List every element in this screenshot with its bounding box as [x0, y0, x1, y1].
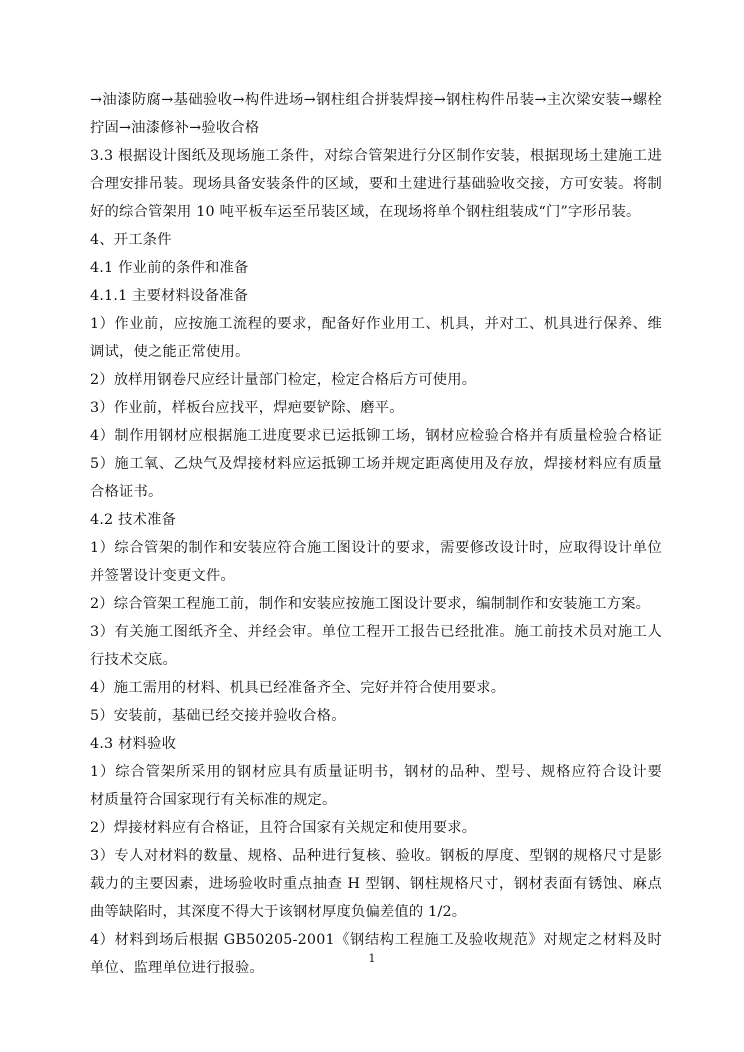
- text-line: 并签署设计变更文件。: [90, 568, 235, 584]
- text-line: 4）材料到场后根据 GB50205-2001《钢结构工程施工及验收规范》对规定之材料及时: [90, 932, 662, 948]
- text-line: 4）制作用钢材应根据施工进度要求已运抵铆工场，钢材应检验合格并有质量检验合格证: [90, 428, 662, 444]
- text-line: 4）施工需用的材料、机具已经准备齐全、完好并符合使用要求。: [90, 680, 506, 696]
- text-line: 3）专人对材料的数量、规格、品种进行复核、验收。钢板的厚度、型钢的规格尺寸是影: [90, 848, 662, 864]
- text-line: 行技术交底。: [90, 652, 177, 668]
- text-line: 合理安排吊装。现场具备安装条件的区域，要和土建进行基础验收交接，方可安装。将制: [90, 176, 662, 192]
- text-line: 合格证书。: [90, 484, 163, 500]
- text-line: 4.3 材料验收: [90, 736, 177, 752]
- text-line: 4.1.1 主要材料设备准备: [90, 288, 249, 304]
- text-line: 1）综合管架所采用的钢材应具有质量证明书，钢材的品种、型号、规格应符合设计要: [90, 764, 662, 780]
- text-line: 3.3 根据设计图纸及现场施工条件，对综合管架进行分区制作安装，根据现场土建施工进: [90, 148, 662, 164]
- text-line: 2）综合管架工程施工前，制作和安装应按施工图设计要求，编制制作和安装施工方案。: [90, 596, 651, 612]
- text-line: 调试，使之能正常使用。: [90, 344, 250, 360]
- text-line: 4.1 作业前的条件和准备: [90, 260, 249, 276]
- text-line: 单位、监理单位进行报验。: [90, 960, 264, 976]
- text-line: 3）作业前，样板台应找平，焊疤要铲除、磨平。: [90, 400, 404, 416]
- text-line: 5）施工氧、乙炔气及焊接材料应运抵铆工场并规定距离使用及存放，焊接材料应有质量: [90, 456, 662, 472]
- page-number: 1: [368, 952, 376, 965]
- text-line: →油漆防腐→基础验收→构件进场→钢柱组合拼装焊接→钢柱构件吊装→主次梁安装→螺栓: [90, 92, 662, 108]
- text-line: 拧固→油漆修补→验收合格: [90, 120, 260, 136]
- text-line: 2）焊接材料应有合格证，且符合国家有关规定和使用要求。: [90, 820, 477, 836]
- text-line: 3）有关施工图纸齐全、并经会审。单位工程开工报告已经批准。施工前技术员对施工人: [90, 624, 662, 640]
- text-line: 载力的主要因素，进场验收时重点抽查 H 型钢、钢柱规格尺寸，钢材表面有锈蚀、麻点: [90, 876, 662, 892]
- text-line: 5）安装前，基础已经交接并验收合格。: [90, 708, 346, 724]
- text-line: 4.2 技术准备: [90, 512, 177, 528]
- text-line: 1）综合管架的制作和安装应符合施工图设计的要求，需要修改设计时，应取得设计单位: [90, 540, 662, 556]
- text-line: 材质量符合国家现行有关标准的规定。: [90, 792, 337, 808]
- text-line: 2）放样用钢卷尺应经计量部门检定，检定合格后方可使用。: [90, 372, 477, 388]
- text-line: 好的综合管架用 10 吨平板车运至吊装区域，在现场将单个钢柱组装成“门”字形吊装。: [90, 204, 641, 220]
- text-line: 1）作业前，应按施工流程的要求，配备好作业用工、机具，并对工、机具进行保养、维: [90, 316, 662, 332]
- text-line: 4、开工条件: [90, 232, 172, 248]
- document-body: [90, 86, 662, 982]
- text-line: 曲等缺陷时，其深度不得大于该钢材厚度负偏差值的 1/2。: [90, 904, 467, 920]
